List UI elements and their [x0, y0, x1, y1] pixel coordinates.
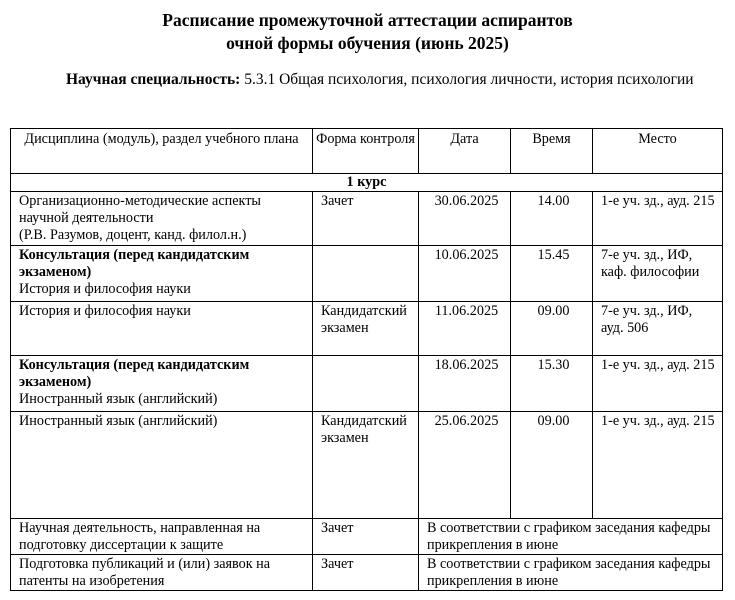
- cell-time: 15.30: [511, 356, 593, 412]
- cell-schedule: В соответствии с графиком заседания кафедры прикрепления в июне: [419, 519, 723, 555]
- cell-time: 15.45: [511, 246, 593, 302]
- cell-form: [313, 246, 419, 302]
- table-row: [11, 302, 723, 356]
- cell-discipline: [11, 192, 313, 246]
- cell-discipline: История и философия науки: [11, 302, 313, 356]
- table-row: [11, 519, 723, 555]
- cell-form: Кандидатский экзамен: [313, 412, 419, 519]
- cell-time: 14.00: [511, 192, 593, 246]
- table-row: [11, 555, 723, 591]
- header-date: Дата: [419, 129, 511, 174]
- specialty-label: Научная специальность:: [66, 71, 241, 88]
- title-line-1: Расписание промежуточной аттестации аспирантов: [162, 10, 573, 30]
- cell-date: 25.06.2025: [419, 412, 511, 519]
- discipline-note: (Р.В. Разумов, доцент, канд. филол.н.): [19, 227, 247, 243]
- cell-schedule: В соответствии с графиком заседания кафедры прикрепления в июне: [419, 555, 723, 591]
- header-discipline: Дисциплина (модуль), раздел учебного плана: [11, 129, 313, 174]
- cell-date: 11.06.2025: [419, 302, 511, 356]
- title-line-2: очной формы обучения (июнь 2025): [226, 33, 509, 53]
- cell-discipline: Подготовка публикаций и (или) заявок на патенты на изобретения: [11, 555, 313, 591]
- cell-date: 10.06.2025: [419, 246, 511, 302]
- cell-discipline: [11, 356, 313, 412]
- cell-date: 30.06.2025: [419, 192, 511, 246]
- table-row: [11, 412, 723, 519]
- table-row: [11, 356, 723, 412]
- cell-discipline: Научная деятельность, направленная на подготовку диссертации к защите: [11, 519, 313, 555]
- discipline-text: Иностранный язык (английский): [19, 391, 218, 407]
- cell-place: 7-е уч. зд., ИФ, каф. философии: [593, 246, 723, 302]
- discipline-text: История и философия науки: [19, 281, 191, 297]
- cell-place: 1-е уч. зд., ауд. 215: [593, 192, 723, 246]
- header-form: Форма контроля: [313, 129, 419, 174]
- schedule-table: [10, 128, 723, 591]
- course-row: [11, 174, 723, 192]
- specialty-value: 5.3.1 Общая психология, психология личности, история психологии: [240, 71, 694, 88]
- cell-discipline: [11, 246, 313, 302]
- header-place: Место: [593, 129, 723, 174]
- cell-form: Кандидатский экзамен: [313, 302, 419, 356]
- document-title: [0, 9, 735, 55]
- table-header-row: [11, 129, 723, 174]
- cell-form: Зачет: [313, 519, 419, 555]
- header-time: Время: [511, 129, 593, 174]
- cell-place: 7-е уч. зд., ИФ, ауд. 506: [593, 302, 723, 356]
- table-row: [11, 246, 723, 302]
- cell-form: [313, 356, 419, 412]
- course-label: 1 курс: [11, 174, 723, 192]
- table-row: [11, 192, 723, 246]
- cell-date: 18.06.2025: [419, 356, 511, 412]
- cell-place: 1-е уч. зд., ауд. 215: [593, 412, 723, 519]
- cell-form: Зачет: [313, 192, 419, 246]
- consultation-label: Консультация (перед кандидатским экзаменом): [19, 247, 250, 280]
- cell-discipline: Иностранный язык (английский): [11, 412, 313, 519]
- discipline-text: Организационно-методические аспекты научной деятельности: [19, 193, 261, 226]
- cell-place: 1-е уч. зд., ауд. 215: [593, 356, 723, 412]
- cell-time: 09.00: [511, 412, 593, 519]
- cell-time: 09.00: [511, 302, 593, 356]
- specialty: [66, 71, 706, 89]
- consultation-label: Консультация (перед кандидатским экзаменом): [19, 357, 250, 390]
- cell-form: Зачет: [313, 555, 419, 591]
